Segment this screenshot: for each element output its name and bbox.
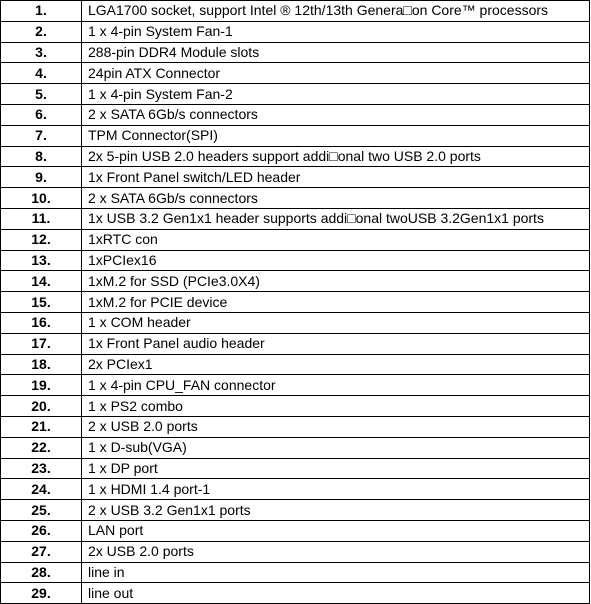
table-row — [1, 271, 590, 292]
item-number: 25. — [1, 500, 82, 521]
table-row — [1, 167, 590, 188]
table-row — [1, 354, 590, 375]
item-number: 1. — [1, 1, 82, 22]
item-number: 13. — [1, 250, 82, 271]
table-row — [1, 312, 590, 333]
spec-table-body — [1, 1, 590, 604]
item-description: LGA1700 socket, support Intel ® 12th/13th Genera□on Core™ processors — [82, 1, 590, 22]
table-row — [1, 416, 590, 437]
item-description: 2 x USB 3.2 Gen1x1 ports — [82, 500, 590, 521]
item-description: 24pin ATX Connector — [82, 63, 590, 84]
item-description: 1 x 4-pin System Fan-2 — [82, 84, 590, 105]
table-row — [1, 541, 590, 562]
table-row — [1, 1, 590, 22]
item-description: 288-pin DDR4 Module slots — [82, 42, 590, 63]
item-description: 1 x COM header — [82, 312, 590, 333]
item-number: 6. — [1, 104, 82, 125]
table-row — [1, 520, 590, 541]
item-number: 7. — [1, 125, 82, 146]
table-row — [1, 479, 590, 500]
table-row — [1, 333, 590, 354]
table-row — [1, 21, 590, 42]
item-description: TPM Connector(SPI) — [82, 125, 590, 146]
item-description: 1xM.2 for PCIE device — [82, 292, 590, 313]
table-row — [1, 292, 590, 313]
item-number: 16. — [1, 312, 82, 333]
item-description: 1xPCIex16 — [82, 250, 590, 271]
item-number: 5. — [1, 84, 82, 105]
table-row — [1, 375, 590, 396]
table-row — [1, 104, 590, 125]
item-description: 1 x DP port — [82, 458, 590, 479]
table-row — [1, 84, 590, 105]
item-description: 1x Front Panel switch/LED header — [82, 167, 590, 188]
item-description: 1x USB 3.2 Gen1x1 header supports addi□onal twoUSB 3.2Gen1x1 ports — [82, 208, 590, 229]
item-description: 2x USB 2.0 ports — [82, 541, 590, 562]
table-row — [1, 583, 590, 604]
item-description: 1xM.2 for SSD (PCIe3.0X4) — [82, 271, 590, 292]
item-description: 2x PCIex1 — [82, 354, 590, 375]
table-row — [1, 396, 590, 417]
item-description: 1 x PS2 combo — [82, 396, 590, 417]
table-row — [1, 229, 590, 250]
table-row — [1, 500, 590, 521]
item-number: 8. — [1, 146, 82, 167]
table-row — [1, 63, 590, 84]
item-description: 1 x HDMI 1.4 port-1 — [82, 479, 590, 500]
item-description: 2 x SATA 6Gb/s connectors — [82, 104, 590, 125]
item-number: 29. — [1, 583, 82, 604]
item-number: 21. — [1, 416, 82, 437]
item-description: line in — [82, 562, 590, 583]
item-description: LAN port — [82, 520, 590, 541]
item-description: 2 x USB 2.0 ports — [82, 416, 590, 437]
item-description: 1 x D-sub(VGA) — [82, 437, 590, 458]
item-number: 12. — [1, 229, 82, 250]
item-number: 26. — [1, 520, 82, 541]
item-description: 2 x SATA 6Gb/s connectors — [82, 188, 590, 209]
item-number: 27. — [1, 541, 82, 562]
table-row — [1, 562, 590, 583]
item-number: 28. — [1, 562, 82, 583]
table-row — [1, 208, 590, 229]
table-row — [1, 125, 590, 146]
table-row — [1, 42, 590, 63]
item-description: 1 x 4-pin CPU_FAN connector — [82, 375, 590, 396]
table-row — [1, 437, 590, 458]
item-number: 14. — [1, 271, 82, 292]
item-number: 15. — [1, 292, 82, 313]
item-number: 4. — [1, 63, 82, 84]
table-row — [1, 458, 590, 479]
item-description: 1 x 4-pin System Fan-1 — [82, 21, 590, 42]
item-number: 23. — [1, 458, 82, 479]
item-number: 18. — [1, 354, 82, 375]
item-description: 1x Front Panel audio header — [82, 333, 590, 354]
item-number: 22. — [1, 437, 82, 458]
item-number: 9. — [1, 167, 82, 188]
item-number: 2. — [1, 21, 82, 42]
item-number: 3. — [1, 42, 82, 63]
table-row — [1, 250, 590, 271]
item-number: 24. — [1, 479, 82, 500]
table-row — [1, 188, 590, 209]
item-description: 1xRTC con — [82, 229, 590, 250]
item-number: 19. — [1, 375, 82, 396]
item-description: line out — [82, 583, 590, 604]
item-number: 10. — [1, 188, 82, 209]
item-description: 2x 5-pin USB 2.0 headers support addi□onal two USB 2.0 ports — [82, 146, 590, 167]
table-row — [1, 146, 590, 167]
item-number: 11. — [1, 208, 82, 229]
item-number: 20. — [1, 396, 82, 417]
item-number: 17. — [1, 333, 82, 354]
